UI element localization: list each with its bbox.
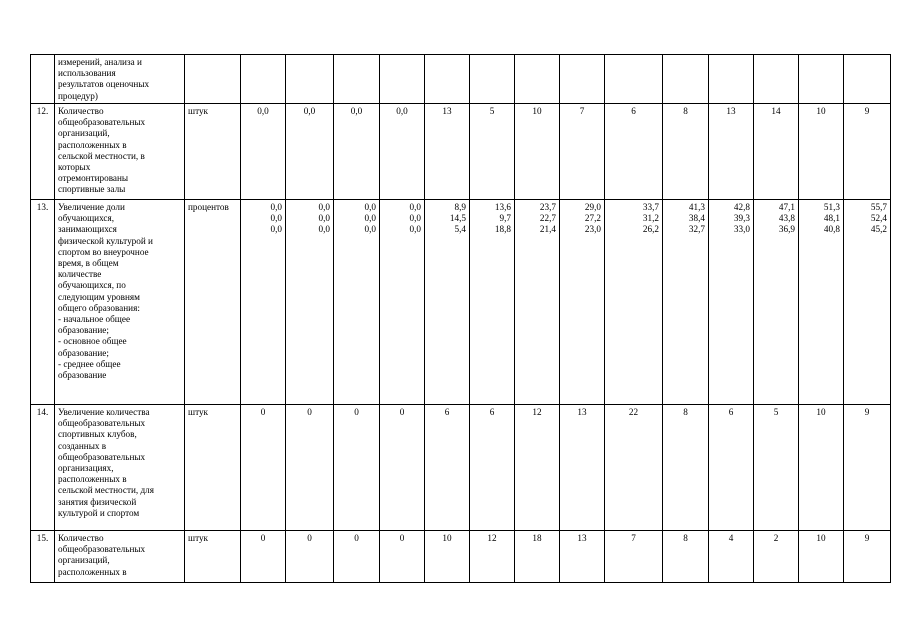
row-number <box>31 55 55 104</box>
value-cell: 0 <box>380 531 425 583</box>
value-line: 8,9 <box>454 202 466 212</box>
description-line: культурой и спортом <box>58 507 140 518</box>
description-line: организациях, <box>58 463 114 474</box>
value-cell: 0 <box>380 405 425 531</box>
value-cell <box>709 55 754 104</box>
value-line: 18,8 <box>494 224 511 235</box>
value-line: 38,4 <box>688 213 705 224</box>
value-cell: 0 <box>286 405 334 531</box>
table-row <box>31 405 891 531</box>
row-number: 13. <box>31 200 55 405</box>
value-line: 43,8 <box>778 213 795 224</box>
value-cell <box>663 200 709 405</box>
unit-cell: штук <box>185 104 241 200</box>
value-cell <box>241 55 286 104</box>
value-cell: 5 <box>754 405 799 531</box>
value-cell <box>286 200 334 405</box>
indicator-description <box>55 55 185 104</box>
description-line: общего образования: <box>58 302 140 313</box>
value-line: 0,0 <box>409 224 421 235</box>
value-line: 0,0 <box>318 224 330 235</box>
value-line: 45,2 <box>870 224 887 235</box>
value-line: 0,0 <box>318 202 330 212</box>
description-line: - начальное общее <box>58 314 131 325</box>
description-line: обучающихся, по <box>58 280 126 291</box>
value-cell <box>560 200 605 405</box>
value-cell: 0,0 <box>334 104 380 200</box>
value-line: 42,8 <box>733 202 750 212</box>
value-cell: 0 <box>286 531 334 583</box>
value-cell <box>605 55 663 104</box>
row-number: 15. <box>31 531 55 583</box>
value-cell: 13 <box>709 104 754 200</box>
description-line: спортом во внеурочное <box>58 246 149 257</box>
value-cell: 10 <box>799 531 844 583</box>
description-line: измерений, анализа и <box>58 57 142 67</box>
description-line: использования <box>58 68 116 79</box>
value-cell: 6 <box>709 405 754 531</box>
value-line: 26,2 <box>642 224 659 235</box>
value-cell <box>709 200 754 405</box>
value-cell: 18 <box>515 531 560 583</box>
value-cell: 10 <box>515 104 560 200</box>
value-cell <box>799 200 844 405</box>
description-line: сельской местности, в <box>58 150 145 161</box>
value-cell <box>663 55 709 104</box>
description-line: обучающихся, <box>58 213 114 224</box>
value-cell: 7 <box>560 104 605 200</box>
value-cell: 6 <box>425 405 470 531</box>
value-cell: 4 <box>709 531 754 583</box>
value-cell <box>380 55 425 104</box>
value-cell: 2 <box>754 531 799 583</box>
table-row <box>31 531 891 583</box>
value-cell: 9 <box>844 104 891 200</box>
description-line: которых <box>58 162 91 173</box>
description-line: занимающихся <box>58 224 117 235</box>
value-line: 51,3 <box>823 202 840 212</box>
value-line: 14,5 <box>449 213 466 224</box>
value-cell: 9 <box>844 405 891 531</box>
value-cell <box>799 55 844 104</box>
value-cell: 14 <box>754 104 799 200</box>
value-cell <box>560 55 605 104</box>
table-body <box>31 55 891 583</box>
indicator-description <box>55 200 185 405</box>
value-cell <box>334 200 380 405</box>
description-line: - основное общее <box>58 336 127 347</box>
description-line: общеобразовательных <box>58 117 146 128</box>
value-cell <box>470 200 515 405</box>
value-line: 41,3 <box>688 202 705 212</box>
value-cell: 22 <box>605 405 663 531</box>
value-cell <box>605 200 663 405</box>
value-line: 0,0 <box>270 224 282 235</box>
value-cell: 12 <box>470 531 515 583</box>
value-line: 22,7 <box>539 213 556 224</box>
value-cell <box>286 55 334 104</box>
value-cell: 5 <box>470 104 515 200</box>
value-line: 39,3 <box>733 213 750 224</box>
description-line: созданных в <box>58 440 107 451</box>
value-cell <box>425 200 470 405</box>
value-line: 9,7 <box>499 213 511 224</box>
indicator-description <box>55 531 185 583</box>
indicator-description <box>55 104 185 200</box>
description-line: расположенных в <box>58 139 127 150</box>
value-cell: 0 <box>334 531 380 583</box>
value-line: 31,2 <box>642 213 659 224</box>
value-line: 0,0 <box>364 224 376 235</box>
description-line: образование; <box>58 347 109 358</box>
description-line: Количество <box>58 106 104 116</box>
value-cell: 0,0 <box>286 104 334 200</box>
description-line: организаций, <box>58 128 110 139</box>
value-cell: 0,0 <box>380 104 425 200</box>
value-line: 23,7 <box>539 202 556 212</box>
value-line: 48,1 <box>823 213 840 224</box>
description-line: расположенных в <box>58 474 127 485</box>
value-cell: 8 <box>663 405 709 531</box>
description-line: результатов оценочных <box>58 79 150 90</box>
description-line: спортивных клубов, <box>58 429 137 440</box>
value-cell: 13 <box>560 405 605 531</box>
value-line: 0,0 <box>270 202 282 212</box>
description-line: сельской местности, для <box>58 485 154 496</box>
description-line: расположенных в <box>58 566 127 577</box>
value-line: 5,4 <box>454 224 466 235</box>
description-line: образование <box>58 370 107 381</box>
value-line: 33,0 <box>733 224 750 235</box>
value-cell: 8 <box>663 104 709 200</box>
value-line: 36,9 <box>778 224 795 235</box>
value-line: 27,2 <box>584 213 601 224</box>
value-cell <box>754 55 799 104</box>
value-cell: 6 <box>605 104 663 200</box>
value-cell <box>754 200 799 405</box>
value-line: 21,4 <box>539 224 556 235</box>
table-row <box>31 200 891 405</box>
unit-cell: штук <box>185 531 241 583</box>
row-number: 12. <box>31 104 55 200</box>
value-cell <box>844 55 891 104</box>
unit-cell: штук <box>185 405 241 531</box>
unit-cell: процентов <box>185 200 241 405</box>
description-line: общеобразовательных <box>58 418 146 429</box>
value-line: 29,0 <box>584 202 601 212</box>
description-line: процедур) <box>58 90 98 101</box>
value-cell <box>515 200 560 405</box>
indicator-description <box>55 405 185 531</box>
value-cell: 10 <box>425 531 470 583</box>
value-line: 0,0 <box>364 202 376 212</box>
value-line: 13,6 <box>494 202 511 212</box>
description-line: - среднее общее <box>58 358 121 369</box>
value-cell: 13 <box>560 531 605 583</box>
description-line: Количество <box>58 533 104 543</box>
value-line: 0,0 <box>364 213 376 224</box>
description-line: образование; <box>58 325 109 336</box>
value-cell <box>515 55 560 104</box>
description-line: количестве <box>58 269 102 280</box>
value-cell <box>334 55 380 104</box>
value-cell: 9 <box>844 531 891 583</box>
description-line: физической культурой и <box>58 235 153 246</box>
value-cell: 10 <box>799 405 844 531</box>
value-line: 32,7 <box>688 224 705 235</box>
value-cell: 12 <box>515 405 560 531</box>
value-cell: 8 <box>663 531 709 583</box>
value-cell: 0 <box>241 405 286 531</box>
value-line: 23,0 <box>584 224 601 235</box>
value-line: 52,4 <box>870 213 887 224</box>
value-line: 0,0 <box>270 213 282 224</box>
description-line: время, в общем <box>58 258 119 269</box>
value-line: 47,1 <box>778 202 795 212</box>
table-row <box>31 55 891 104</box>
description-line: общеобразовательных <box>58 451 146 462</box>
value-line: 55,7 <box>870 202 887 212</box>
value-line: 0,0 <box>318 213 330 224</box>
description-line: следующим уровням <box>58 291 140 302</box>
row-number: 14. <box>31 405 55 531</box>
table-row <box>31 104 891 200</box>
value-cell: 6 <box>470 405 515 531</box>
value-cell: 13 <box>425 104 470 200</box>
value-line: 33,7 <box>642 202 659 212</box>
value-cell: 0 <box>334 405 380 531</box>
value-cell: 10 <box>799 104 844 200</box>
value-line: 0,0 <box>409 202 421 212</box>
description-line: занятия физической <box>58 496 137 507</box>
value-cell: 0 <box>241 531 286 583</box>
description-line: спортивные залы <box>58 184 126 195</box>
indicator-table <box>30 54 891 583</box>
value-cell <box>241 200 286 405</box>
value-cell <box>425 55 470 104</box>
description-line: организаций, <box>58 555 110 566</box>
description-line: Увеличение количества <box>58 407 150 417</box>
value-cell: 7 <box>605 531 663 583</box>
value-line: 0,0 <box>409 213 421 224</box>
value-cell <box>470 55 515 104</box>
value-cell: 0,0 <box>241 104 286 200</box>
description-line: Увеличение доли <box>58 202 125 212</box>
value-cell <box>844 200 891 405</box>
value-cell <box>380 200 425 405</box>
description-line: общеобразовательных <box>58 544 146 555</box>
description-line: отремонтированы <box>58 173 129 184</box>
value-line: 40,8 <box>823 224 840 235</box>
unit-cell <box>185 55 241 104</box>
